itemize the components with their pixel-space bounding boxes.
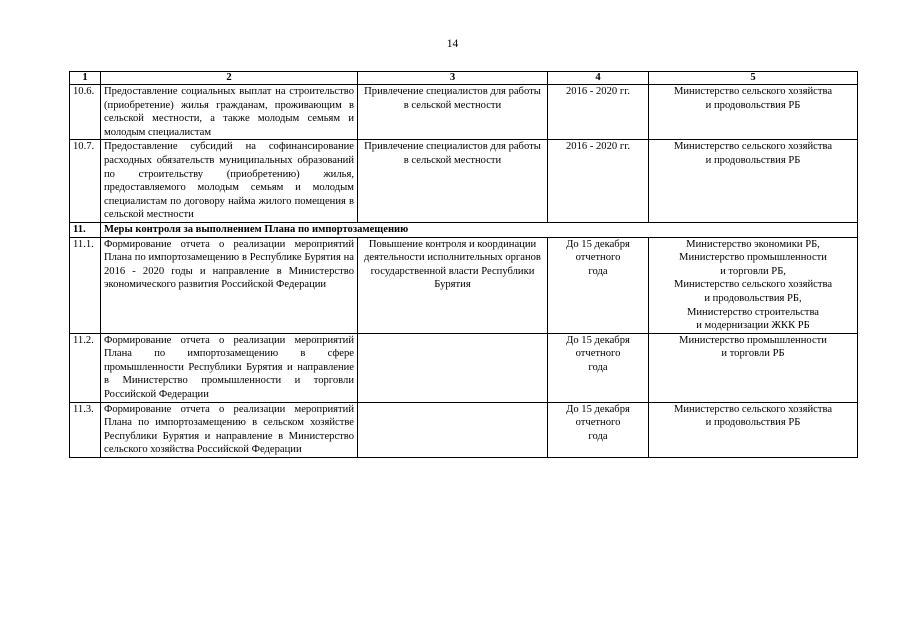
responsible-line: и продовольствия РБ, — [704, 292, 802, 304]
responsible-line: Министерство сельского хозяйства — [673, 141, 833, 153]
import-substitution-plan-table — [69, 71, 858, 458]
responsible-line: Министерство промышленности — [679, 334, 827, 346]
responsible-cell — [649, 333, 858, 402]
responsible-line: и торговли РБ, — [720, 265, 786, 277]
deadline-line: года — [588, 361, 608, 373]
row-number: 10.6. — [70, 85, 101, 140]
table-row — [70, 402, 858, 457]
table-row — [70, 237, 858, 333]
column-number-1: 1 — [70, 72, 101, 85]
responsible-cell — [649, 85, 858, 140]
responsible-line: и модернизации ЖКК РБ — [696, 320, 810, 332]
measure-cell: Формирование отчета о реализации мероприятий Плана по импортозамещению в Республике Бурятия на 2016 - 2020 годы и направление в Министерство экономического развития Российской Федерации — [101, 237, 358, 333]
deadline-line: года — [588, 265, 608, 277]
row-number: 11.1. — [70, 237, 101, 333]
purpose-cell: Привлечение специалистов для работы в сельской местности — [358, 85, 548, 140]
deadline-cell: 2016 - 2020 гг. — [548, 140, 649, 223]
responsible-line: и продовольствия РБ — [705, 154, 801, 166]
deadline-line: года — [588, 430, 608, 442]
page-number: 14 — [446, 38, 459, 50]
deadline-line: отчетного — [575, 348, 621, 360]
responsible-line: и продовольствия РБ — [705, 417, 801, 429]
section-number: 11. — [70, 222, 101, 237]
row-number: 10.7. — [70, 140, 101, 223]
responsible-line: Министерство экономики РБ, — [686, 238, 820, 250]
deadline-cell — [548, 333, 649, 402]
column-number-3: 3 — [358, 72, 548, 85]
responsible-cell — [649, 402, 858, 457]
table-row — [70, 140, 858, 223]
row-number: 11.3. — [70, 402, 101, 457]
responsible-line: Министерство строительства — [686, 306, 820, 318]
purpose-cell: Привлечение специалистов для работы в сельской местности — [358, 140, 548, 223]
deadline-line: До 15 декабря — [566, 334, 630, 346]
row-number: 11.2. — [70, 333, 101, 402]
responsible-cell — [649, 237, 858, 333]
table-row — [70, 333, 858, 402]
measure-cell: Формирование отчета о реализации мероприятий Плана по импортозамещению в сфере промышленности Республики Бурятия и направление в Министерство промышленности и торговли Российской Федерации — [101, 333, 358, 402]
responsible-line: Министерство сельского хозяйства — [673, 279, 833, 291]
deadline-line: До 15 декабря — [566, 403, 630, 415]
deadline-cell — [548, 402, 649, 457]
responsible-cell — [649, 140, 858, 223]
column-number-header-row — [70, 72, 858, 85]
purpose-cell: Повышение контроля и координации деятельности исполнительных органов государственной власти Республики Бурятия — [358, 237, 548, 333]
responsible-line: Министерство промышленности — [679, 252, 827, 264]
deadline-cell: 2016 - 2020 гг. — [548, 85, 649, 140]
column-number-5: 5 — [649, 72, 858, 85]
deadline-cell — [548, 237, 649, 333]
responsible-line: Министерство сельского хозяйства — [673, 403, 833, 415]
section-title: Меры контроля за выполнением Плана по импортозамещению — [101, 222, 858, 237]
table-row — [70, 85, 858, 140]
column-number-4: 4 — [548, 72, 649, 85]
purpose-cell — [358, 333, 548, 402]
section-header-row — [70, 222, 858, 237]
measure-cell: Предоставление субсидий на софинансирование расходных обязательств муниципальных образований по строительству (приобретению) жилья, предоставляемого молодым семьям и молодым специалистам по договору найма жилого помещения в сельской местности — [101, 140, 358, 223]
measure-cell: Предоставление социальных выплат на строительство (приобретение) жилья гражданам, проживающим в сельской местности, а также молодым семьям и молодым специалистам — [101, 85, 358, 140]
responsible-line: и продовольствия РБ — [705, 99, 801, 111]
deadline-line: отчетного — [575, 417, 621, 429]
responsible-line: Министерство сельского хозяйства — [673, 86, 833, 97]
deadline-line: До 15 декабря — [566, 238, 630, 250]
measure-cell: Формирование отчета о реализации мероприятий Плана по импортозамещению в сельском хозяйстве Республики Бурятия и направление в Министерство сельского хозяйства Российской Федерации — [101, 402, 358, 457]
column-number-2: 2 — [101, 72, 358, 85]
purpose-cell — [358, 402, 548, 457]
responsible-line: и торговли РБ — [721, 348, 785, 360]
deadline-line: отчетного — [575, 252, 621, 264]
